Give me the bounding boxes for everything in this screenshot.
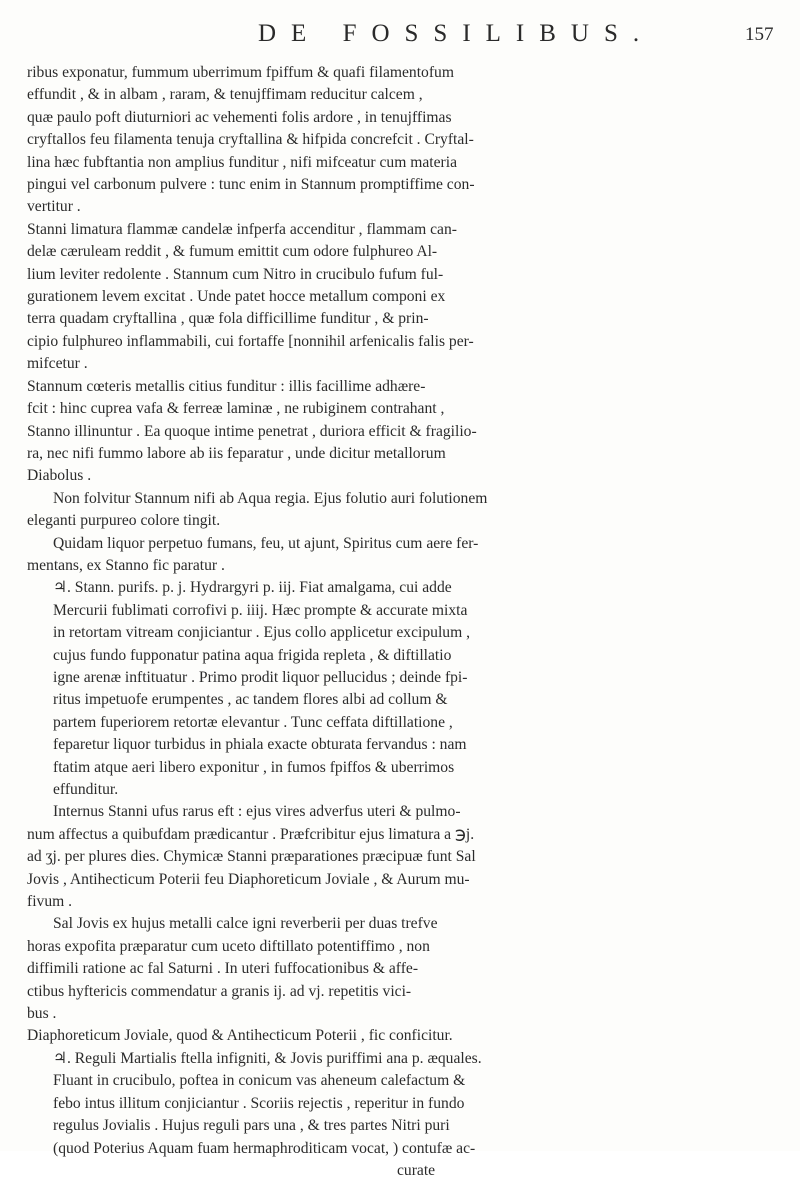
text-line: Quidam liquor perpetuo fumans, feu, ut ajunt, Spiritus cum aere fer- [53,534,479,552]
text-line: Sal Jovis ex hujus metalli calce igni reverberii per duas trefve [53,915,438,933]
page-number: 157 [745,24,774,45]
text-line: horas expofita præparatur cum uceto diftillato potentiffimo , non [27,937,430,955]
body-text [27,62,767,1182]
recipe-line: regulus Jovialis . Hujus reguli pars una , & tres partes Nitri puri [53,1117,450,1135]
text-line: ribus exponatur, fummum uberrimum fpiffum & quafi filamentofum [27,64,454,81]
text-line: delæ cæruleam reddit , & fumum emittit cum odore fulphureo Al- [27,243,438,261]
text-line: ctibus hyftericis commendatur a granis ij. ad vj. repetitis vici- [27,982,412,1000]
text-line: vertitur . [27,198,81,216]
recipe-line: partem fuperiorem retortæ elevantur . Tunc ceffata diftillatione , [53,713,453,731]
recipe-line: Mercurii fublimati corrofivi p. iiij. Hæc prompte & accurate mixta [53,601,468,619]
text-line: bus . [27,1005,57,1023]
recipe-line: in retortam vitream conjiciantur . Ejus collo applicetur excipulum , [53,624,471,642]
text-line: quæ paulo poft diuturniori ac vehementi folis ardore , in tenujffimas [27,108,452,126]
text-line: Stannum cœteris metallis citius funditur : illis facillime adhære- [27,377,426,395]
text-line: pingui vel carbonum pulvere : tunc enim in Stannum promptiffime con- [27,176,475,194]
text-line: ra, nec nifi fummo labore ab iis feparatur , unde dicitur metallorum [27,444,446,462]
text-line: gurationem levem excitat . Unde patet hocce metallum componi ex [27,288,446,306]
running-title: DE FOSSILIBUS. [258,20,655,47]
text-line: effundit , & in albam , raram, & tenujffimam reducitur calcem , [27,86,423,104]
text-line: cryftallos feu filamenta tenuja cryftallina & hifpida concrefcit . Cryftal- [27,131,474,149]
recipe-line: (quod Poterius Aquam fuam hermaphroditicam vocat, ) contufæ ac- [53,1139,476,1157]
text-line: mentans, ex Stanno fic paratur . [27,556,225,574]
text-line: Jovis , Antihecticum Poterii feu Diaphoreticum Joviale , & Aurum mu- [27,870,470,888]
recipe-line: ftatim atque aeri libero exponitur , in fumos fpiffos & uberrimos [53,758,455,776]
text-line: terra quadam cryftallina , quæ fola difficillime funditur , & prin- [27,310,429,328]
recipe-line: igne arenæ inftituatur . Primo prodit liquor pellucidus ; deinde fpi- [53,668,468,686]
recipe-line: febo intus illitum conjiciantur . Scoriis rejectis , reperitur in fundo [53,1094,465,1112]
text-line: lium leviter redolente . Stannum cum Nitro in crucibulo fufum ful- [27,265,444,283]
recipe-line: feparetur liquor turbidus in phiala exacte obturata fervandus : nam [53,736,467,754]
recipe-line: Fluant in crucibulo, poftea in conicum vas aheneum calefactum & [53,1072,466,1090]
recipe-line: cujus fundo fupponatur patina aqua frigida repleta , & diftillatio [53,646,452,664]
text-line: Non folvitur Stannum nifi ab Aqua regia. Ejus folutio auri folutionem [53,489,488,507]
recipe-line: curate [397,1161,436,1179]
text-line: mifcetur . [27,355,88,373]
text-line: Internus Stanni ufus rarus eft : ejus vires adverfus uteri & pulmo- [53,803,461,821]
text-line: fivum . [27,893,73,911]
text-line: ad ʒj. per plures dies. Chymicæ Stanni præparationes præcipuæ funt Sal [27,848,476,866]
text-line: lina hæc fubftantia non amplius funditur , nifi mifceatur cum materia [27,153,458,171]
text-line: cipio fulphureo inflammabili, cui fortaffe [nonnihil arfenicalis falis per- [27,332,474,350]
page-header [0,20,800,60]
recipe-line: ♃. Reguli Martialis ftella infigniti, & Jovis puriffimi ana p. æquales. [53,1049,482,1067]
recipe-line: ritus impetuofe erumpentes , ac tandem flores albi ad collum & [53,691,448,709]
recipe-line: effunditur. [53,781,119,798]
text-line: fcit : hinc cuprea vafa & ferreæ laminæ , ne rubiginem contrahant , [27,400,445,418]
recipe-line: ♃. Stann. purifs. p. j. Hydrargyri p. iij. Fiat amalgama, cui adde [53,579,452,597]
text-line: Diaphoreticum Joviale, quod & Antihecticum Poterii , fic conficitur. [27,1027,453,1045]
text-line: diffimili ratione ac fal Saturni . In uteri fuffocationibus & affe- [27,960,419,978]
text-line: Diabolus . [27,467,92,485]
text-line: num affectus a quibufdam prædicantur . Præfcribitur ejus limatura a ℈j. [27,825,475,843]
text-line: eleganti purpureo colore tingit. [27,512,221,530]
text-line: Stanno illinuntur . Ea quoque intime penetrat , duriora efficit & fragilio- [27,422,477,440]
text-line: Stanni limatura flammæ candelæ infperfa accenditur , flammam can- [27,220,457,238]
